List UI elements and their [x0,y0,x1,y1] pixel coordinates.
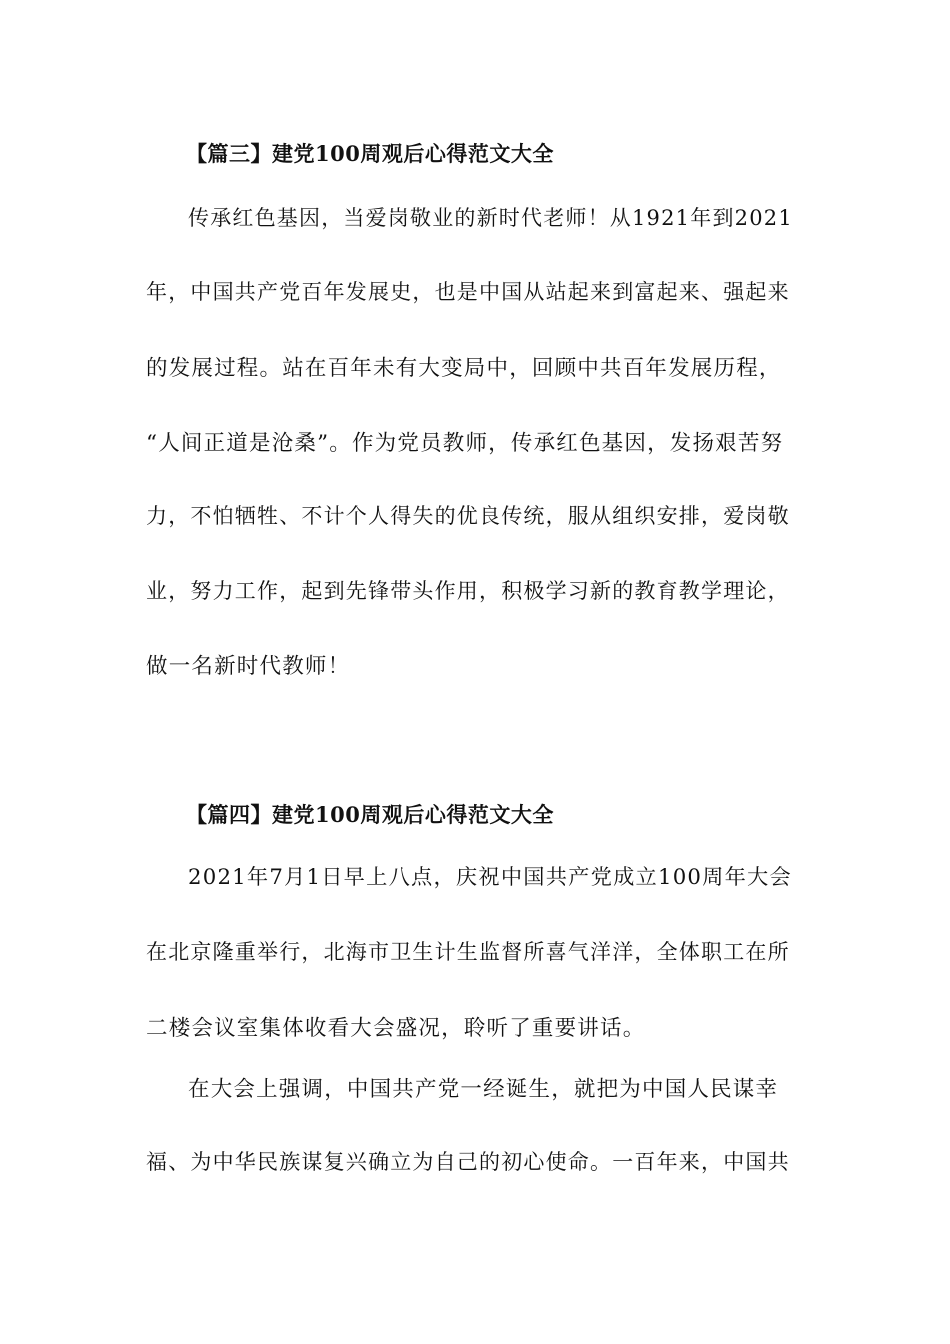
section-3-line-3: 的发展过程。站在百年未有大变局中，回顾中共百年发展历程， [146,356,782,381]
section-3-line-6: 业，努力工作，起到先锋带头作用，积极学习新的教育教学理论， [146,579,790,603]
section-4-p1-line-2: 在北京隆重举行，北海市卫生计生监督所喜气洋洋，全体职工在所 [146,940,790,964]
section-3-line-4: “人间正道是沧桑”。作为党员教师，传承红色基因，发扬艰苦努 [146,431,784,456]
section-4-heading: 【篇四】建党100周观后心得范文大全 [186,802,554,827]
section-3-line-7: 做一名新时代教师！ [146,654,351,679]
section-3-line-5: 力，不怕牺牲、不计个人得失的优良传统，服从组织安排，爱岗敬 [146,504,790,528]
section-4-p2-line-2: 福、为中华民族谋复兴确立为自己的初心使命。一百年来，中国共 [146,1150,790,1174]
section-4-p1-line-3: 二楼会议室集体收看大会盛况，聆听了重要讲话。 [146,1016,646,1041]
section-4-p1-line-1: 2021年7月1日早上八点，庆祝中国共产党成立100周年大会 [188,865,792,890]
section-3-line-2: 年，中国共产党百年发展史，也是中国从站起来到富起来、强起来 [146,280,790,304]
section-3-line-1: 传承红色基因，当爱岗敬业的新时代老师！从1921年到2021 [188,206,793,230]
section-4-p2-line-1: 在大会上强调，中国共产党一经诞生，就把为中国人民谋幸 [188,1077,779,1102]
section-3-heading: 【篇三】建党100周观后心得范文大全 [186,141,554,166]
